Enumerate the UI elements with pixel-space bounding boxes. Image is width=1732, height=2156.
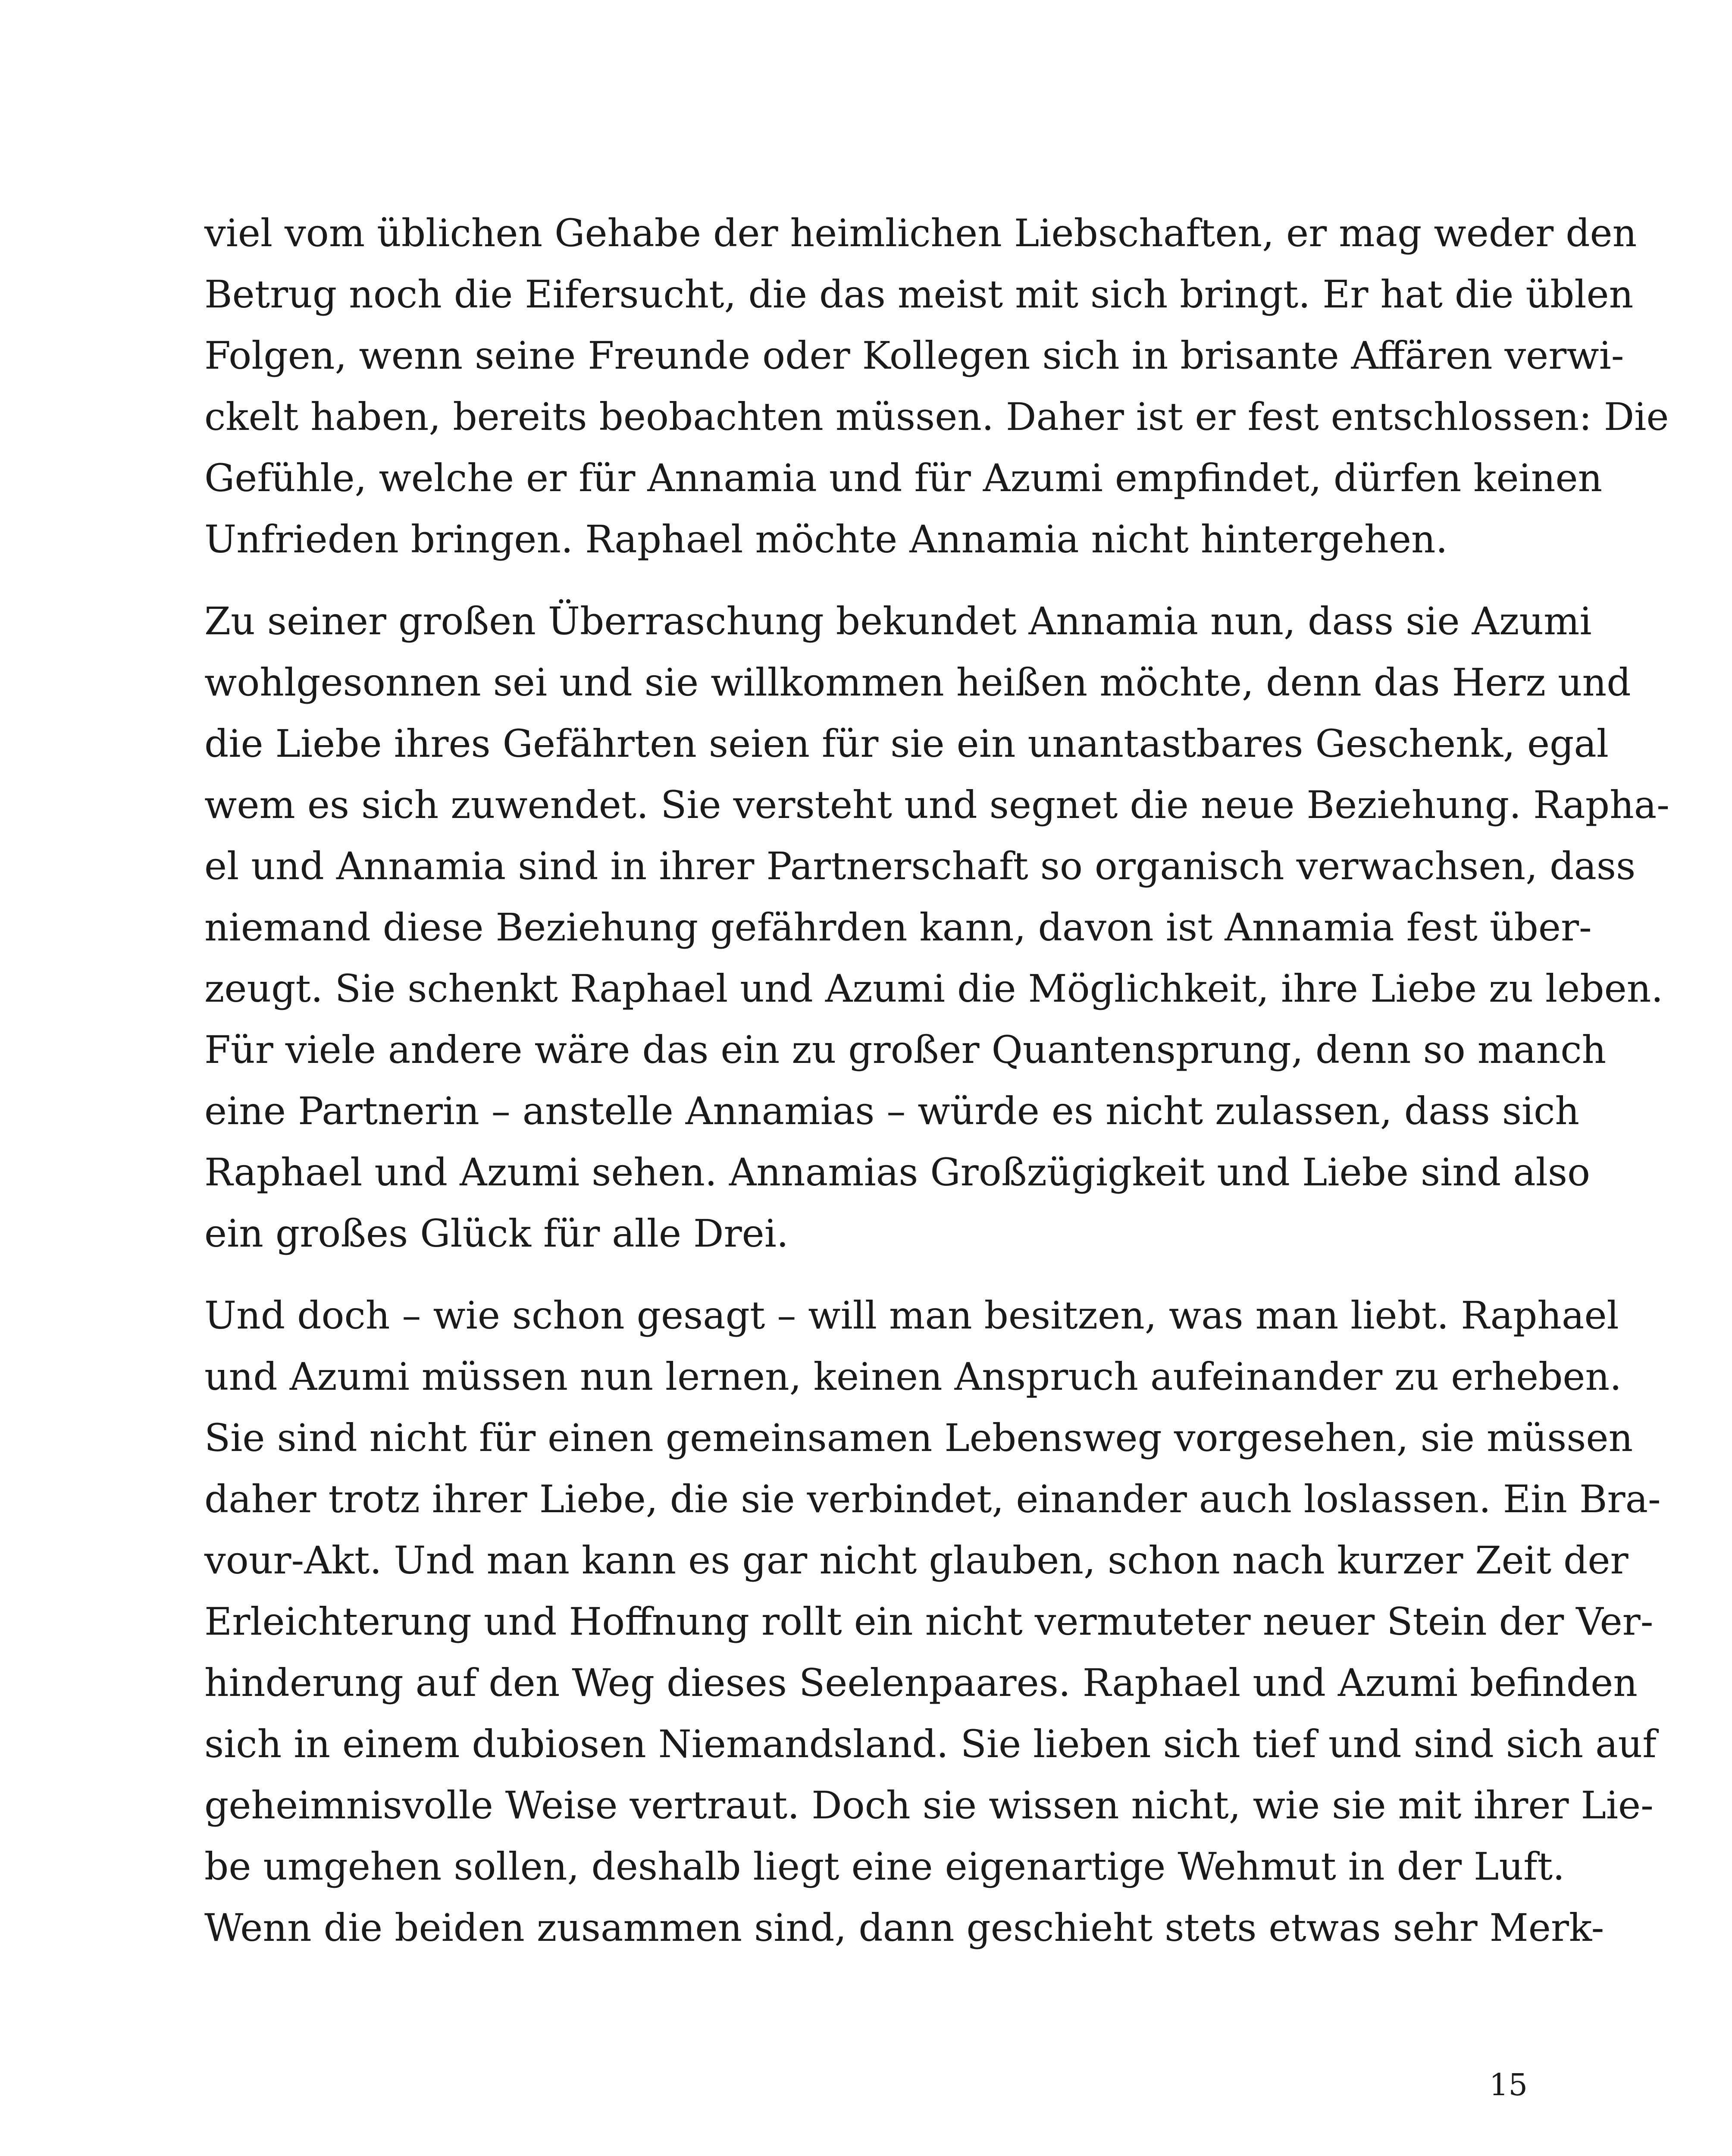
text-line: daher trotz ihrer Liebe, die sie verbindet, einander auch loslassen. Ein Bra- [204,1477,1661,1521]
text-line: Betrug noch die Eifersucht, die das meist mit sich bringt. Er hat die üblen [204,272,1634,317]
text-line: be umgehen sollen, deshalb liegt eine eigenartige Wehmut in der Luft. [204,1844,1565,1889]
text-line: vour-Akt. Und man kann es gar nicht glauben, schon nach kurzer Zeit der [204,1538,1629,1583]
text-line: wem es sich zuwendet. Sie versteht und segnet die neue Beziehung. Rapha- [204,783,1669,827]
text-line: zeugt. Sie schenkt Raphael und Azumi die Möglichkeit, ihre Liebe zu leben. [204,966,1663,1011]
text-line: Zu seiner großen Überraschung bekundet Annamia nun, dass sie Azumi [204,599,1592,643]
text-line: wohlgesonnen sei und sie willkommen heißen möchte, denn das Herz und [204,660,1631,705]
text-line: Wenn die beiden zusammen sind, dann geschieht stets etwas sehr Merk- [204,1905,1604,1950]
text-line: sich in einem dubiosen Niemandsland. Sie lieben sich tief und sind sich auf [204,1722,1657,1766]
text-line: hinderung auf den Weg dieses Seelenpaares. Raphael und Azumi befinden [204,1661,1638,1705]
text-line: viel vom üblichen Gehabe der heimlichen Liebschaften, er mag weder den [204,211,1637,255]
text-line: el und Annamia sind in ihrer Partnerschaft so organisch verwachsen, dass [204,844,1636,888]
text-line: eine Partnerin – anstelle Annamias – würde es nicht zulassen, dass sich [204,1089,1580,1133]
page-body [204,203,1669,1979]
text-line: niemand diese Beziehung gefährden kann, davon ist Annamia fest über- [204,905,1592,950]
text-line: Sie sind nicht für einen gemeinsamen Lebensweg vorgesehen, sie müssen [204,1416,1633,1460]
text-line: Unfrieden bringen. Raphael möchte Annamia nicht hintergehen. [204,517,1448,561]
text-line: Erleichterung und Hoffnung rollt ein nicht vermuteter neuer Stein der Ver- [204,1599,1654,1644]
page-number: 15 [1489,2067,1528,2103]
text-line: und Azumi müssen nun lernen, keinen Anspruch aufeinander zu erheben. [204,1354,1622,1399]
paragraph-2 [204,591,1669,1264]
text-line: Und doch – wie schon gesagt – will man besitzen, was man liebt. Raphael [204,1293,1619,1338]
text-line: Für viele andere wäre das ein zu großer Quantensprung, denn so manch [204,1028,1607,1072]
text-line: Gefühle, welche er für Annamia und für Azumi empfindet, dürfen keinen [204,456,1603,500]
text-line: geheimnisvolle Weise vertraut. Doch sie wissen nicht, wie sie mit ihrer Lie- [204,1783,1654,1827]
paragraph-3 [204,1285,1661,1959]
text-line: Raphael und Azumi sehen. Annamias Großzügigkeit und Liebe sind also [204,1150,1590,1194]
paragraph-1 [204,203,1669,570]
text-line: Folgen, wenn seine Freunde oder Kollegen sich in brisante Affären verwi- [204,333,1624,378]
text-line: die Liebe ihres Gefährten seien für sie ein unantastbares Geschenk, egal [204,721,1609,766]
text-line: ckelt haben, bereits beobachten müssen. Daher ist er fest entschlossen: Die [204,395,1669,439]
text-line: ein großes Glück für alle Drei. [204,1211,789,1256]
